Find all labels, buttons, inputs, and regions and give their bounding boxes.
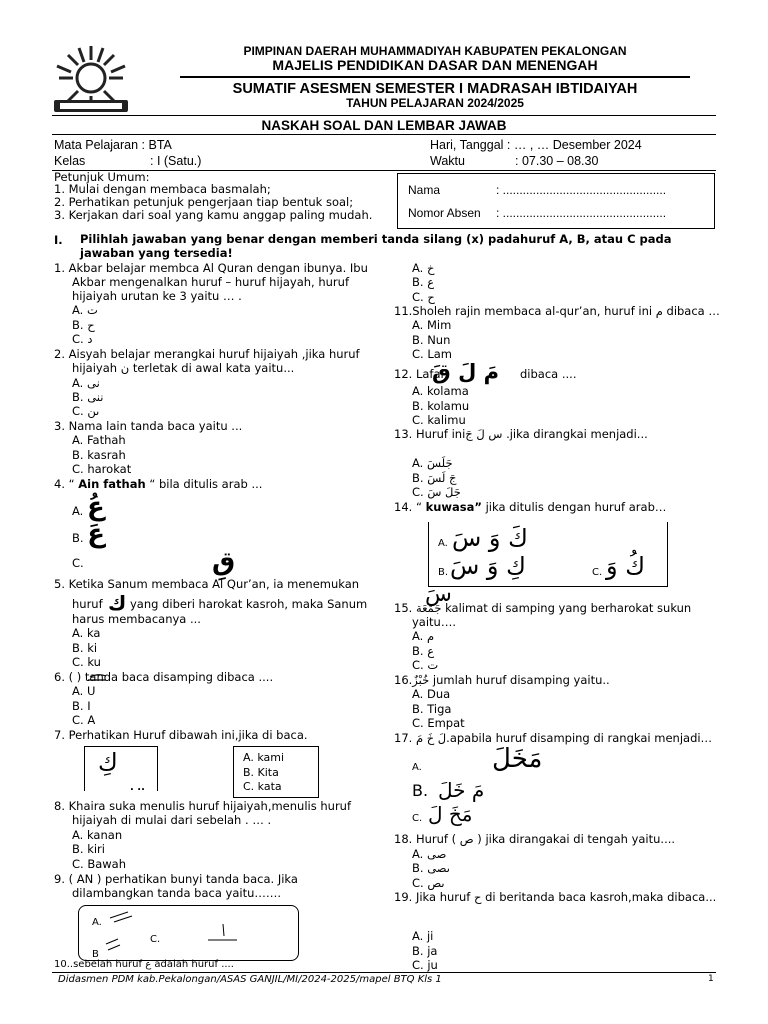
q19-option-c[interactable]: C. ju xyxy=(412,958,438,972)
q8-option-a[interactable]: A. kanan xyxy=(72,828,123,842)
q10-option-b[interactable]: B. ع xyxy=(412,275,435,289)
q1-option-b[interactable]: B. ح xyxy=(72,318,95,332)
q11-option-a[interactable]: A. Mim xyxy=(412,318,452,332)
q1-line-2: Akbar mengenalkan huruf – huruf hijayah, huruf xyxy=(72,275,349,289)
q8-option-b[interactable]: B. kiri xyxy=(72,842,105,856)
time-value: : 07.30 – 08.30 xyxy=(515,154,599,168)
q10-text: 10..sebelah huruf ع adalah huruf .... xyxy=(54,959,234,970)
header-line-2: MAJELIS PENDIDIKAN DASAR DAN MENENGAH xyxy=(272,57,598,73)
q14-extra-arabic: سَ xyxy=(425,582,452,607)
q17-option-b-arabic: مَ خَلَ xyxy=(438,778,485,802)
q16-text: 16.خُبْزٌ jumlah huruf disamping yaitu.. xyxy=(394,673,610,687)
q13-text: 13. Huruf iniس لَ جَ .jika dirangkai menjadi... xyxy=(394,427,648,441)
class-label: Kelas xyxy=(54,154,86,168)
q10-option-a[interactable]: A. خ xyxy=(412,261,435,275)
q4-option-c[interactable]: C. xyxy=(72,556,84,570)
q4-text: 4. “ Ain fathah “ bila ditulis arab ... xyxy=(54,477,263,491)
q12-suffix: dibaca .... xyxy=(520,367,577,381)
q6-text: 6. ( ) tanda baca disamping dibaca .... xyxy=(54,670,274,684)
q4-option-b[interactable]: B. عَ xyxy=(72,519,105,549)
q7-option-c[interactable]: C. kata xyxy=(243,780,282,793)
q11-text: 11.Sholeh rajin membaca al-qur’an, huruf ini م dibaca … xyxy=(394,304,720,318)
q5-option-a[interactable]: A. ka xyxy=(72,626,101,640)
q14-option-a-arabic: كَ وَ سَ xyxy=(452,524,528,552)
section-instruction: Pilihlah jawaban yang benar dengan memberi tanda silang (x) padahuruf A, B, atau C pada jawaban yang tersedia! xyxy=(80,232,672,260)
q1-option-c[interactable]: C. د xyxy=(72,332,93,346)
q17-option-b[interactable]: B. xyxy=(412,781,429,800)
q19-option-b[interactable]: B. ja xyxy=(412,944,438,958)
header-line-4: TAHUN PELAJARAN 2024/2025 xyxy=(346,96,524,110)
fathatain-mark-icon xyxy=(86,672,108,682)
q16-option-a[interactable]: A. Dua xyxy=(412,687,451,701)
q10-option-c[interactable]: C. ح xyxy=(412,290,435,304)
q18-option-a[interactable]: A. صى xyxy=(412,847,447,861)
q11-option-c[interactable]: C. Lam xyxy=(412,347,452,361)
q5-letter: ك xyxy=(108,591,127,615)
q15-option-b[interactable]: B. ع xyxy=(412,644,435,658)
name-label: Nama xyxy=(408,183,441,197)
q12-label: 12. Lafal xyxy=(394,367,444,381)
q17-option-a[interactable]: A. xyxy=(412,762,422,773)
time-label: Waktu xyxy=(430,154,465,168)
identity-box xyxy=(397,173,715,229)
kasratain-mark-icon xyxy=(104,938,122,952)
q16-option-c[interactable]: C. Empat xyxy=(412,716,465,730)
q18-option-c[interactable]: C. ىص xyxy=(412,876,445,890)
q15-option-c[interactable]: C. ت xyxy=(412,658,439,672)
q18-text: 18. Huruf ( ص ) jika dirangakai di tengah yaitu.... xyxy=(394,832,676,846)
q13-option-a[interactable]: A. جَلَسَ xyxy=(412,456,453,470)
muhammadiyah-logo-icon xyxy=(50,42,132,114)
date-label: Hari, Tanggal : … , … Desember 2024 xyxy=(430,138,642,152)
q2-option-b[interactable]: B. ننى xyxy=(72,390,104,404)
document-title: NASKAH SOAL DAN LEMBAR JAWAB xyxy=(261,118,507,133)
q11-option-b[interactable]: B. Nun xyxy=(412,333,451,347)
q14-option-c[interactable]: C. xyxy=(592,567,603,578)
footer-text: Didasmen PDM kab.Pekalongan/ASAS GANJIL/MI/2024-2025/mapel BTQ Kls 1 xyxy=(58,974,442,985)
q3-text: 3. Nama lain tanda baca yaitu ... xyxy=(54,419,243,433)
q17-option-c-arabic: مَخَ لَ xyxy=(428,802,473,826)
instruction-item-1: 1. Mulai dengan membaca basmalah; xyxy=(54,182,271,196)
q15-line-1: 15. جَمْعَة kalimat di samping yang berharokat sukun xyxy=(394,601,692,615)
q3-option-c[interactable]: C. harokat xyxy=(72,462,132,476)
q7-letter-box xyxy=(84,746,158,791)
q3-option-a[interactable]: A. Fathah xyxy=(72,433,126,447)
q5-line-3: harus membacanya ... xyxy=(72,612,201,626)
q3-option-b[interactable]: B. kasrah xyxy=(72,448,126,462)
q8-option-c[interactable]: C. Bawah xyxy=(72,857,127,871)
header-divider xyxy=(180,76,690,78)
q5-option-c[interactable]: C. ku xyxy=(72,655,101,669)
q1-option-a[interactable]: A. ت xyxy=(72,303,98,317)
subject-label: Mata Pelajaran : BTA xyxy=(54,138,172,152)
q17-option-c[interactable]: C. xyxy=(412,813,423,824)
q6-option-a[interactable]: A. U xyxy=(72,684,96,698)
instruction-item-3: 3. Kerjakan dari soal yang kamu anggap paling mudah. xyxy=(54,208,373,222)
q12-option-a[interactable]: A. kolama xyxy=(412,384,469,398)
absent-number-field[interactable]: : ................................................. xyxy=(496,206,667,220)
class-value: : I (Satu.) xyxy=(150,154,202,168)
q15-option-a[interactable]: A. م xyxy=(412,629,435,643)
q2-line-2: hijaiyah ن terletak di awal kata yaitu... xyxy=(72,361,295,375)
header-line-3: SUMATIF ASESMEN SEMESTER I MADRASAH IBTIDAIYAH xyxy=(232,81,638,97)
instruction-item-2: 2. Perhatikan petunjuk pengerjaan tiap bentuk soal; xyxy=(54,195,354,209)
q13-option-c[interactable]: C. جَلَ سَ xyxy=(412,485,461,499)
q4-option-a[interactable]: A. عُ xyxy=(72,492,105,522)
dammatain-mark-icon xyxy=(205,922,239,942)
q8-line-1: 8. Khaira suka menulis huruf hijaiyah,menulis huruf xyxy=(54,799,352,813)
q19-text: 19. Jika huruf ح di beritanda baca kasroh,maka dibaca... xyxy=(394,890,717,904)
name-field[interactable]: : ................................................. xyxy=(496,183,667,197)
q5-line-2b: yang diberi harokat kasroh, maka Sanum xyxy=(130,597,368,611)
q14-text: 14. “ kuwasa” jika ditulis dengan huruf arab… xyxy=(394,500,667,514)
q5-line-1: 5. Ketika Sanum membaca Al Qur’an, ia menemukan xyxy=(54,577,360,591)
instructions-title: Petunjuk Umum: xyxy=(54,170,150,184)
q19-option-a[interactable]: A. ji xyxy=(412,929,434,943)
q14-option-c-arabic: كُ وَ xyxy=(606,552,645,580)
q2-option-a[interactable]: A. نى xyxy=(72,376,100,390)
q9-option-b[interactable]: B xyxy=(92,949,99,960)
header-line-1: PIMPINAN DAERAH MUHAMMADIYAH KABUPATEN PEKALONGAN xyxy=(243,44,627,58)
q7-option-a[interactable]: A. kami xyxy=(243,751,285,764)
q4-option-c-arabic: قِ xyxy=(212,547,236,577)
absent-number-label: Nomor Absen xyxy=(408,206,481,220)
q5-line-2a: huruf xyxy=(72,597,103,611)
q12-option-b[interactable]: B. kolamu xyxy=(412,399,470,413)
q9-option-c[interactable]: C. xyxy=(150,934,161,945)
fathatain-mark-icon xyxy=(106,910,134,924)
q7-text: 7. Perhatikan Huruf dibawah ini,jika di baca. xyxy=(54,728,308,742)
q12-arabic: مَ لَ قَ xyxy=(432,360,500,384)
q18-option-b[interactable]: B. ىصى xyxy=(412,861,450,875)
q15-line-2: yaitu…. xyxy=(412,615,457,629)
meta-divider xyxy=(52,170,716,171)
q1-line-3: hijaiyah urutan ke 3 yaitu … . xyxy=(72,289,242,303)
q17-text: 17. لَ خَ مَ.apabila huruf disamping di rangkai menjadi… xyxy=(394,731,713,745)
q12-option-c[interactable]: C. kalimu xyxy=(412,413,466,427)
section-number: I. xyxy=(54,233,63,247)
q8-line-2: hijaiyah di mulai dari sebelah . … . xyxy=(72,813,272,827)
q6-option-c[interactable]: C. A xyxy=(72,713,96,727)
q7-dots: . .. xyxy=(130,782,145,793)
q13-option-b[interactable]: B. جَ لَسَ xyxy=(412,471,457,485)
q9-option-a[interactable]: A. xyxy=(92,917,102,928)
header-rule-top xyxy=(52,115,716,116)
q7-option-b[interactable]: B. Kita xyxy=(243,766,279,779)
q5-option-b[interactable]: B. ki xyxy=(72,641,98,655)
q2-option-c[interactable]: C. ىن xyxy=(72,404,100,418)
q16-option-b[interactable]: B. Tiga xyxy=(412,702,452,716)
page-number: 1 xyxy=(708,974,714,984)
q7-letter: كِ xyxy=(98,748,118,776)
q1-line-1: 1. Akbar belajar membca Al Quran dengan ibunya. Ibu xyxy=(54,261,368,275)
q14-option-a[interactable]: A. xyxy=(438,538,448,549)
q6-option-b[interactable]: B. I xyxy=(72,699,91,713)
q14-option-b[interactable]: B. xyxy=(438,567,449,578)
q2-line-1: 2. Aisyah belajar merangkai huruf hijaiyah ,jika huruf xyxy=(54,347,360,361)
q9-line-2: dilambangkan tanda baca yaitu……. xyxy=(72,886,282,900)
footer-rule xyxy=(52,972,716,973)
q17-option-a-arabic: مَخَلَ xyxy=(492,744,543,774)
q9-line-1: 9. ( AN ) perhatikan bunyi tanda baca. Jika xyxy=(54,872,298,886)
q14-option-b-arabic: كِ وَ سَ xyxy=(450,552,526,580)
header-rule-bottom xyxy=(52,134,716,135)
